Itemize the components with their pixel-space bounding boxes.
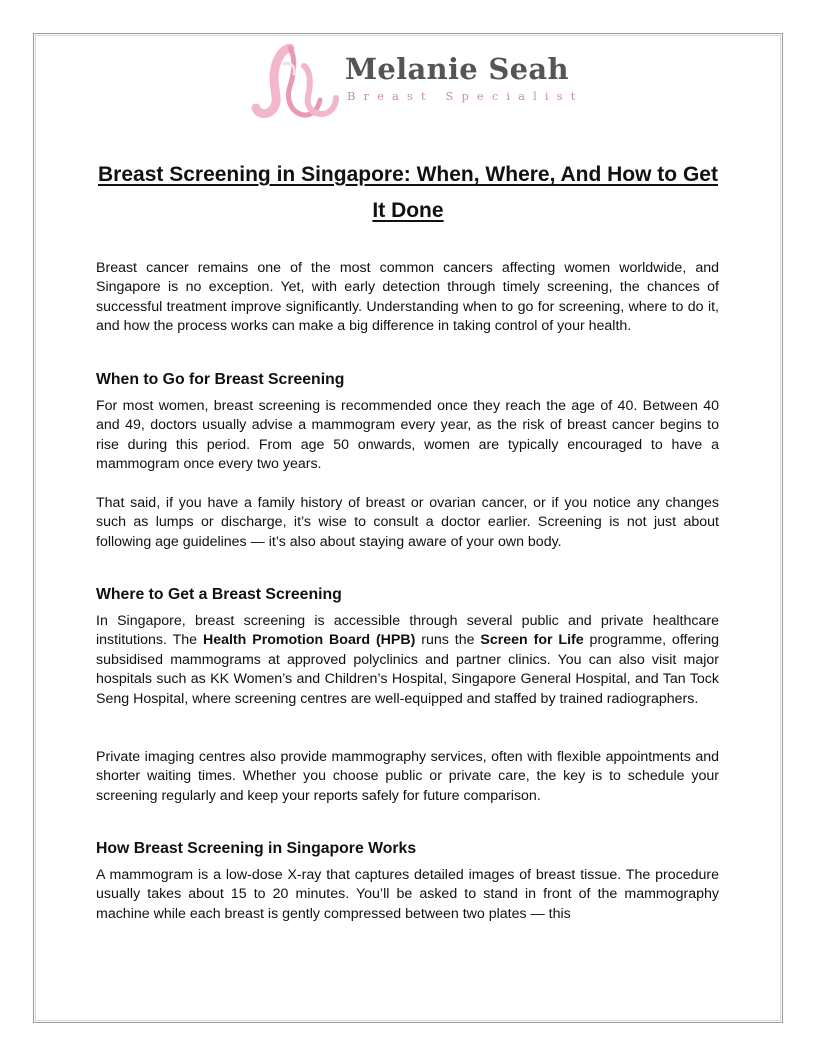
when-paragraph-2: That said, if you have a family history of breast or ovarian cancer, or if you notice any changes such as lumps or discharge, it’s wise to consult a doctor earlier. Screening is not just about following age guidelines — it’s also about staying aware of your own body. [96, 495, 719, 550]
heading-where: Where to Get a Breast Screening [96, 586, 342, 603]
when-paragraph-1: For most women, breast screening is recommended once they reach the age of 40. Between 40 and 49, doctors usually advise a mammogram every year, as the risk of breast cancer begins to rise during this period. From age 50 onwards, women are typically encouraged to have a mammogram once every two years. [96, 398, 719, 473]
where-text-a: In Singapore, breast screening is accessible through several public and private healthcare institutions. The [96, 613, 719, 649]
where-paragraph-2: Private imaging centres also provide mammography services, often with flexible appointments and shorter waiting times. Whether you choose public or private care, the key is to schedule your screening regularly and keep your reports safely for future comparison. [96, 749, 719, 804]
hpb-bold: Health Promotion Board (HPB) [202, 632, 416, 649]
where-paragraph-1 [96, 612, 719, 709]
screen-for-life-bold: Screen for Life [480, 632, 584, 649]
pink-ribbon-icon [250, 44, 345, 124]
where-text-c: programme, offering subsidised mammograms at approved polyclinics and partner clinics. You can also visit major hospitals such as KK Women’s and Children’s Hospital, Singapore General Hospital, and Tan Tock Seng Hospital, where screening centres are well-equipped and staffed by trained radiographers. [96, 632, 720, 707]
article-title: Breast Screening in Singapore: When, Where, And How to Get It Done [98, 163, 718, 222]
intro-paragraph: Breast cancer remains one of the most common cancers affecting women worldwide, and Singapore is no exception. Yet, with early detection through timely screening, the chances of successful treatment improve significantly. Understanding when to go for screening, where to do it, and how the process works can make a big difference in taking control of your health. [96, 260, 719, 335]
brand-name: Melanie Seah [345, 52, 569, 86]
brand-tagline: Breast Specialist [347, 89, 584, 103]
how-paragraph-1: A mammogram is a low-dose X-ray that captures detailed images of breast tissue. The procedure usually takes about 15 to 20 minutes. You’ll be asked to stand in front of the mammography machine while each breast is gently compressed between two plates — this [96, 867, 719, 922]
where-text-b: runs the [415, 632, 481, 649]
brand-logo [250, 44, 584, 124]
heading-how: How Breast Screening in Singapore Works [96, 840, 417, 857]
heading-when: When to Go for Breast Screening [96, 371, 345, 388]
